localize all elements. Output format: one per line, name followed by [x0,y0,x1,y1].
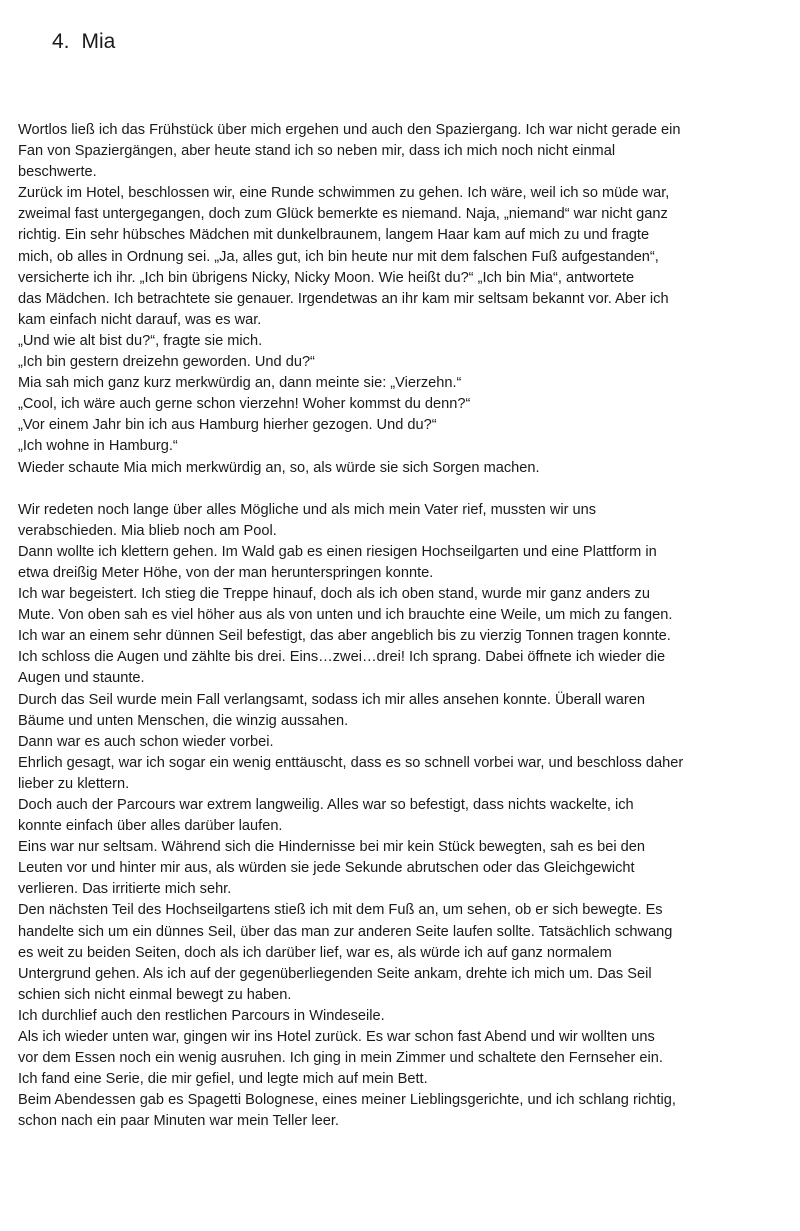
text-line: Eins war nur seltsam. Während sich die Hindernisse bei mir kein Stück bewegten, sah es bei den [18,839,646,856]
text-line: Durch das Seil wurde mein Fall verlangsamt, sodass ich mir alles ansehen konnte. Überall waren [18,691,646,708]
text-line: „Ich wohne in Hamburg.“ [18,438,178,455]
text-line: etwa dreißig Meter Höhe, von der man herunterspringen konnte. [18,564,434,581]
text-line: schon nach ein paar Minuten war mein Teller leer. [18,1113,339,1130]
text-line: Ehrlich gesagt, war ich sogar ein wenig enttäuscht, dass es so schnell vorbei war, und beschloss daher [18,754,684,771]
text-line: Ich durchlief auch den restlichen Parcours in Windeseile. [18,1007,385,1024]
text-line: Den nächsten Teil des Hochseilgartens stieß ich mit dem Fuß an, um sehen, ob er sich bewegte. Es [18,902,663,919]
chapter-heading [52,28,115,56]
text-line: Fan von Spaziergängen, aber heute stand ich so neben mir, dass ich mich noch nicht einmal [18,143,616,160]
text-line: versicherte ich ihr. „Ich bin übrigens Nicky, Nicky Moon. Wie heißt du?“ „Ich bin Mia“, antwortete [18,269,635,286]
text-line: Wortlos ließ ich das Frühstück über mich ergehen und auch den Spaziergang. Ich war nicht gerade ein [18,122,681,138]
text-line: mich, ob alles in Ordnung sei. „Ja, alles gut, ich bin heute nur mit dem falschen Fuß aufgestanden“, [18,248,659,265]
text-line: zweimal fast untergegangen, doch zum Glück bemerkte es niemand. Naja, „niemand“ war nicht ganz [18,206,668,223]
text-line: Leuten vor und hinter mir aus, als würden sie jede Sekunde abrutschen oder das Gleichgewicht [18,860,635,877]
text-line: „Vor einem Jahr bin ich aus Hamburg hierher gezogen. Und du?“ [18,417,437,434]
text-line: Ich war an einem sehr dünnen Seil befestigt, das aber angeblich bis zu vierzig Tonnen tragen konnte. [18,628,671,645]
text-line: Bäume und unten Menschen, die winzig aussahen. [18,712,349,729]
text-line: Wieder schaute Mia mich merkwürdig an, so, als würde sie sich Sorgen machen. [18,459,540,476]
text-line: lieber zu klettern. [18,775,130,792]
text-line: Untergrund gehen. Als ich auf der gegenüberliegenden Seite ankam, drehte ich mich um. Das Seil [18,965,652,982]
text-line: Augen und staunte. [18,670,145,687]
text-line: handelte sich um ein dünnes Seil, über das man zur anderen Seite laufen sollte. Tatsächlich schwang [18,923,673,940]
text-line: Dann wollte ich klettern gehen. Im Wald gab es einen riesigen Hochseilgarten und eine Plattform in [18,543,657,560]
text-line: Dann war es auch schon wieder vorbei. [18,733,274,750]
text-line: verabschieden. Mia blieb noch am Pool. [18,522,277,539]
text-line: Mute. Von oben sah es viel höher aus als von unten und ich brauchte eine Weile, um mich zu fangen. [18,607,673,624]
text-line: Wir redeten noch lange über alles Mögliche und als mich mein Vater rief, mussten wir uns [18,501,597,518]
chapter-number: 4. [52,30,70,53]
text-line: es weit zu beiden Seiten, doch als ich darüber lief, war es, als würde ich auf ganz normalem [18,944,612,961]
text-line: „Und wie alt bist du?“, fragte sie mich. [18,332,263,349]
text-line: Ich fand eine Serie, die mir gefiel, und legte mich auf mein Bett. [18,1071,428,1088]
text-line: Ich war begeistert. Ich stieg die Treppe hinauf, doch als ich oben stand, wurde mir ganz anders zu [18,586,650,603]
text-line: „Ich bin gestern dreizehn geworden. Und du?“ [18,354,315,371]
text-line: Doch auch der Parcours war extrem langweilig. Alles war so befestigt, dass nichts wackelte, ich [18,797,634,813]
text-line: Zurück im Hotel, beschlossen wir, eine Runde schwimmen zu gehen. Ich wäre, weil ich so müde war, [18,185,670,202]
text-line: beschwerte. [18,164,97,181]
text-line: das Mädchen. Ich betrachtete sie genauer. Irgendetwas an ihr kam mir seltsam bekannt vor. Aber ich [18,290,669,307]
text-line: Mia sah mich ganz kurz merkwürdig an, dann meinte sie: „Vierzehn.“ [18,375,462,392]
text-line: schien sich nicht einmal bewegt zu haben. [18,986,292,1003]
text-line: „Cool, ich wäre auch gerne schon vierzehn! Woher kommst du denn?“ [18,396,471,413]
text-line: Beim Abendessen gab es Spagetti Bolognese, eines meiner Lieblingsgerichte, und ich schlang richtig, [18,1092,676,1109]
text-line: richtig. Ein sehr hübsches Mädchen mit dunkelbraunem, langem Haar kam auf mich zu und fragte [18,227,650,244]
paragraph-break [18,479,798,500]
text-line: verlieren. Das irritierte mich sehr. [18,881,232,898]
text-line: Ich schloss die Augen und zählte bis drei. Eins…zwei…drei! Ich sprang. Dabei öffnete ich wieder die [18,649,666,666]
chapter-body [18,120,798,1133]
text-line: Als ich wieder unten war, gingen wir ins Hotel zurück. Es war schon fast Abend und wir wollten uns [18,1029,655,1046]
text-line: kam einfach nicht darauf, was es war. [18,311,262,328]
text-line: vor dem Essen noch ein wenig ausruhen. Ich ging in mein Zimmer und schaltete den Fernseher ein. [18,1050,663,1067]
chapter-title: Mia [81,30,116,53]
text-line: konnte einfach über alles darüber laufen. [18,818,283,835]
